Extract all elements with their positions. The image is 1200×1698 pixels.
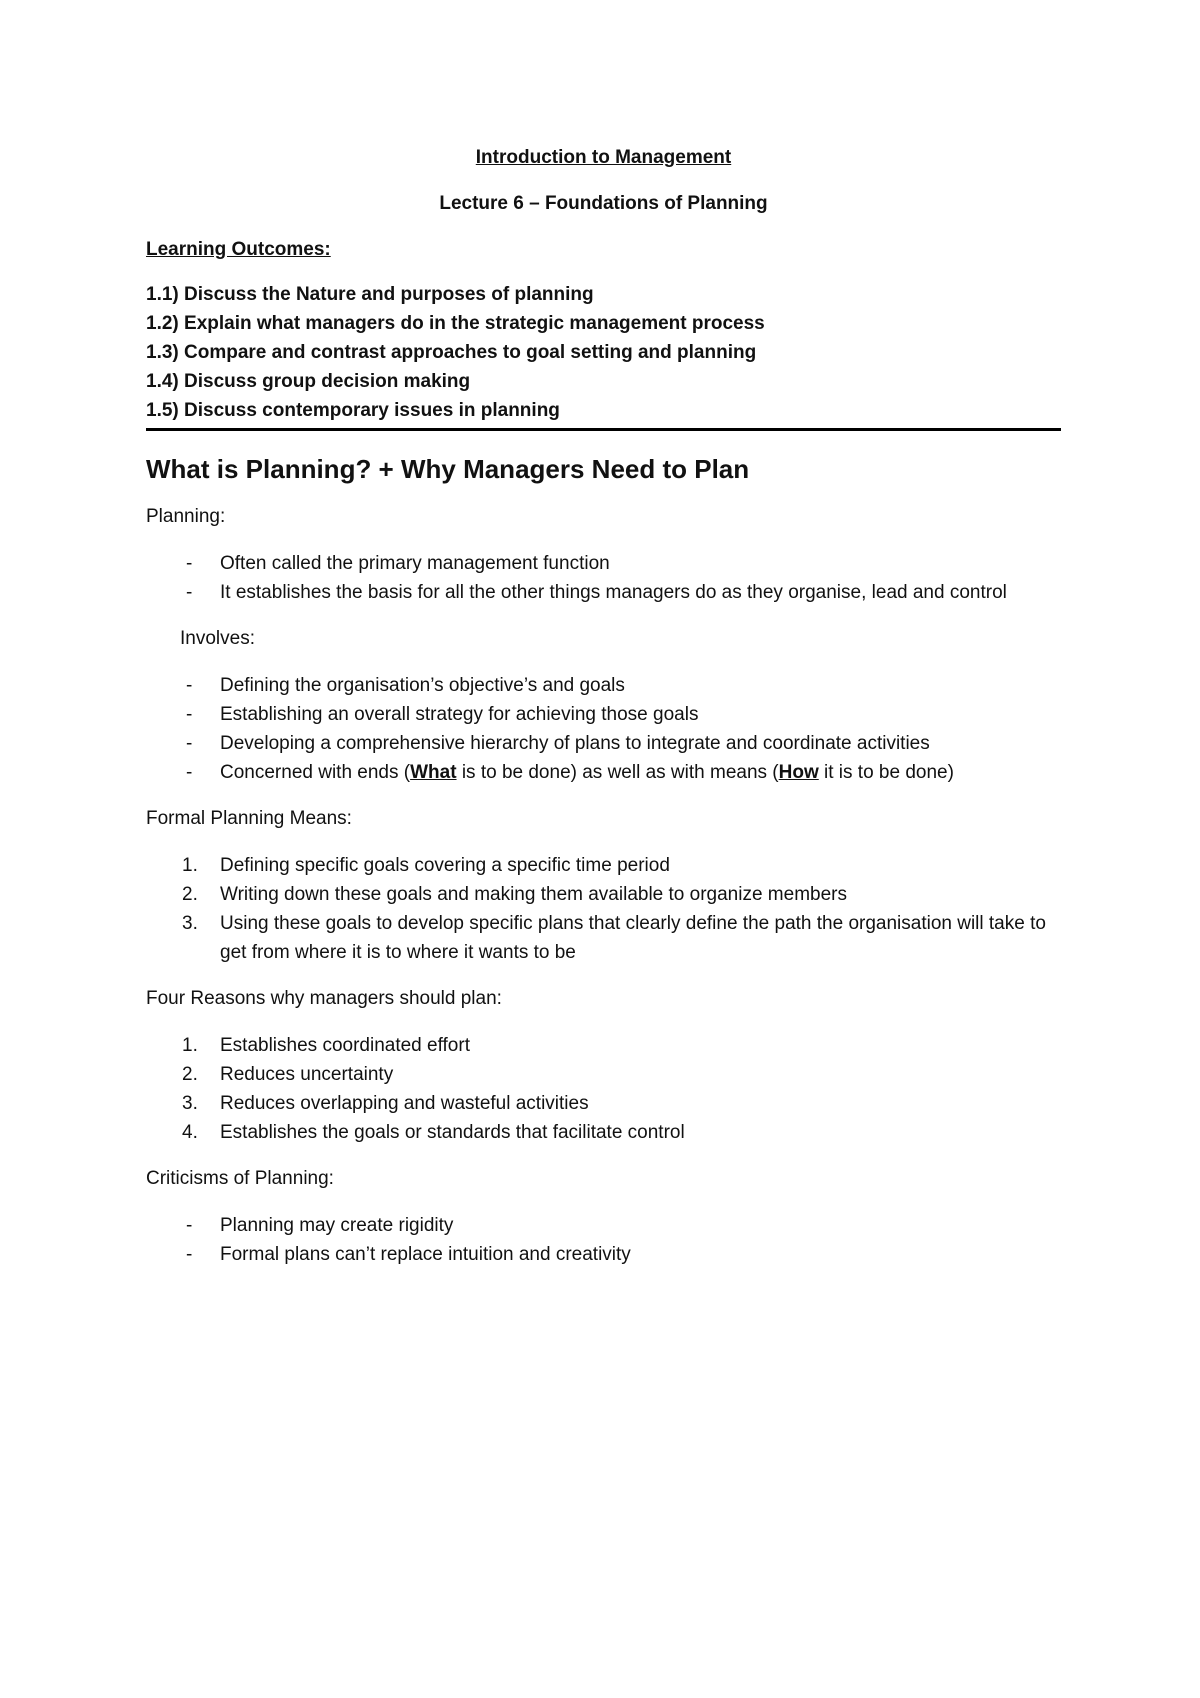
list-item-text: Formal plans can’t replace intuition and creativity — [220, 1244, 631, 1265]
horizontal-divider — [146, 428, 1061, 431]
list-item-text: It establishes the basis for all the other things managers do as they organise, lead and control — [220, 582, 1007, 603]
reasons-list — [146, 1031, 1061, 1147]
list-item-text: Writing down these goals and making them available to organize members — [220, 884, 847, 905]
section-heading: What is Planning? + Why Managers Need to Plan — [146, 454, 750, 484]
reasons-label: Four Reasons why managers should plan: — [146, 988, 502, 1009]
list-item-text: Planning may create rigidity — [220, 1215, 454, 1236]
involves-label: Involves: — [180, 628, 255, 649]
list-item — [146, 700, 1061, 729]
list-item — [146, 1211, 1061, 1240]
learning-outcome-item: 1.2) Explain what managers do in the strategic management process — [146, 313, 765, 334]
dash-marker: - — [186, 553, 193, 574]
what-emphasis: What — [410, 762, 457, 783]
document-content — [146, 146, 1061, 1289]
planning-label: Planning: — [146, 506, 226, 527]
list-item-text: Defining the organisation’s objective’s and goals — [220, 675, 625, 696]
list-item-text: Defining specific goals covering a specific time period — [220, 855, 670, 876]
learning-outcomes-list — [146, 280, 1061, 425]
list-item-text: Often called the primary management function — [220, 553, 610, 574]
learning-outcome-item: 1.3) Compare and contrast approaches to goal setting and planning — [146, 342, 757, 363]
dash-marker: - — [186, 582, 193, 603]
number-marker: 3. — [182, 913, 198, 934]
list-item-text: Developing a comprehensive hierarchy of plans to integrate and coordinate activities — [220, 733, 930, 754]
number-marker: 2. — [182, 1064, 198, 1085]
list-item — [146, 671, 1061, 700]
ends-means-text-2: is to be done) as well as with means ( — [456, 762, 779, 783]
list-item-text: Using these goals to develop specific plans that clearly define the path the organisation will take to get from where it is to where it wants to be — [220, 913, 1046, 963]
number-marker: 3. — [182, 1093, 198, 1114]
dash-marker: - — [186, 762, 193, 783]
number-marker: 2. — [182, 884, 198, 905]
dash-marker: - — [186, 675, 193, 696]
dash-marker: - — [186, 704, 193, 725]
list-item-text: Reduces overlapping and wasteful activities — [220, 1093, 589, 1114]
document-subtitle: Lecture 6 – Foundations of Planning — [439, 193, 768, 214]
number-marker: 4. — [182, 1122, 198, 1143]
ends-means-text-1: Concerned with ends ( — [220, 762, 411, 783]
planning-list — [146, 549, 1061, 607]
dash-marker: - — [186, 733, 193, 754]
criticisms-label: Criticisms of Planning: — [146, 1168, 334, 1189]
list-item — [146, 1089, 1061, 1118]
involves-list — [146, 671, 1061, 787]
list-item — [146, 1031, 1061, 1060]
list-item-text: Establishes the goals or standards that facilitate control — [220, 1122, 685, 1143]
list-item — [146, 578, 1061, 607]
list-item-text: Establishing an overall strategy for achieving those goals — [220, 704, 699, 725]
list-item — [146, 758, 1061, 787]
number-marker: 1. — [182, 855, 198, 876]
number-marker: 1. — [182, 1035, 198, 1056]
learning-outcome-item: 1.5) Discuss contemporary issues in planning — [146, 400, 560, 421]
dash-marker: - — [186, 1244, 193, 1265]
list-item — [146, 549, 1061, 578]
learning-outcome-item: 1.1) Discuss the Nature and purposes of planning — [146, 284, 594, 305]
document-title: Introduction to Management — [475, 147, 732, 168]
how-emphasis: How — [778, 762, 819, 783]
list-item — [146, 909, 1061, 967]
formal-planning-label: Formal Planning Means: — [146, 808, 352, 829]
list-item-text: Establishes coordinated effort — [220, 1035, 470, 1056]
formal-planning-list — [146, 851, 1061, 967]
list-item — [146, 1060, 1061, 1089]
dash-marker: - — [186, 1215, 193, 1236]
criticisms-list — [146, 1211, 1061, 1269]
list-item-text: Reduces uncertainty — [220, 1064, 394, 1085]
learning-outcomes-heading: Learning Outcomes: — [146, 239, 331, 260]
learning-outcome-item: 1.4) Discuss group decision making — [146, 371, 471, 392]
list-item — [146, 880, 1061, 909]
list-item — [146, 1118, 1061, 1147]
list-item — [146, 729, 1061, 758]
list-item — [146, 851, 1061, 880]
list-item — [146, 1240, 1061, 1269]
ends-means-text-3: it is to be done) — [818, 762, 954, 783]
